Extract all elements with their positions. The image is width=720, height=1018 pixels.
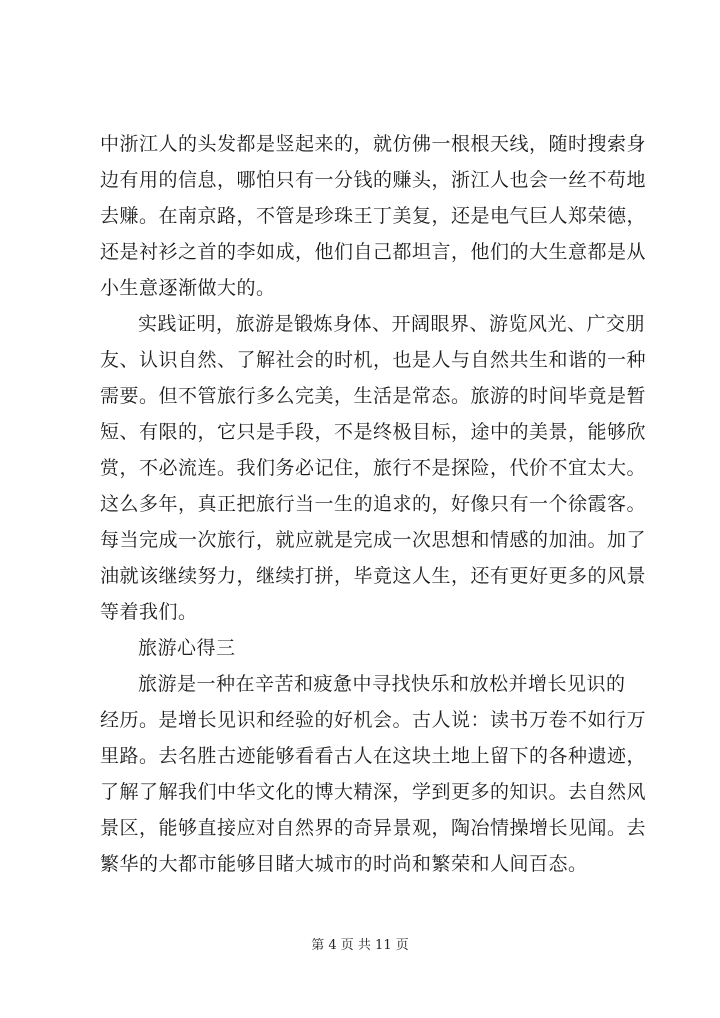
paragraph-2-line: 赏，不必流连。我们务必记住，旅行不是探险，代价不宜太大。 (100, 457, 647, 479)
paragraph-2-line: 短、有限的，它只是手段，不是终极目标，途中的美景，能够欣 (100, 421, 647, 443)
paragraph-3-line: 繁华的大都市能够目睹大城市的时尚和繁荣和人间百态。 (100, 853, 588, 875)
paragraph-2-line: 每当完成一次旅行，就应就是完成一次思想和情感的加油。加了 (100, 529, 647, 551)
paragraph-1-line: 边有用的信息，哪怕只有一分钱的赚头，浙江人也会一丝不苟地 (100, 169, 647, 191)
paragraph-3-line: 了解了解我们中华文化的博大精深，学到更多的知识。去自然风 (100, 781, 647, 803)
paragraph-2-line: 友、认识自然、了解社会的时机，也是人与自然共生和谐的一种 (100, 349, 647, 371)
paragraph-1-line: 去赚。在南京路，不管是珍珠王丁美复，还是电气巨人郑荣德， (100, 205, 647, 227)
paragraph-1-line: 中浙江人的头发都是竖起来的，就仿佛一根根天线，随时搜索身 (100, 133, 647, 155)
document-body (100, 126, 648, 882)
paragraph-1-line: 小生意逐渐做大的。 (100, 277, 276, 299)
paragraph-3-line: 旅游是一种在辛苦和疲惫中寻找快乐和放松并增长见识的 (138, 673, 626, 695)
paragraph-2-line: 等着我们。 (100, 601, 198, 623)
paragraph-2-line: 油就该继续努力，继续打拼，毕竟这人生，还有更好更多的风景 (100, 565, 647, 587)
paragraph-3-line: 里路。去名胜古迹能够看看古人在这块土地上留下的各种遗迹， (100, 745, 647, 767)
paragraph-2-line: 需要。但不管旅行多么完美，生活是常态。旅游的时间毕竟是暂 (100, 385, 647, 407)
section-heading: 旅游心得三 (138, 637, 236, 659)
paragraph-3-line: 经历。是增长见识和经验的好机会。古人说：读书万卷不如行万 (100, 709, 647, 731)
paragraph-1-line: 还是衬衫之首的李如成，他们自己都坦言，他们的大生意都是从 (100, 241, 647, 263)
paragraph-2-line: 这么多年，真正把旅行当一生的追求的，好像只有一个徐霞客。 (100, 493, 647, 515)
page-number-footer: 第 4 页 共 11 页 (311, 938, 409, 953)
paragraph-2-line: 实践证明，旅游是锻炼身体、开阔眼界、游览风光、广交朋 (138, 313, 646, 335)
paragraph-3-line: 景区，能够直接应对自然界的奇异景观，陶冶情操增长见闻。去 (100, 817, 647, 839)
